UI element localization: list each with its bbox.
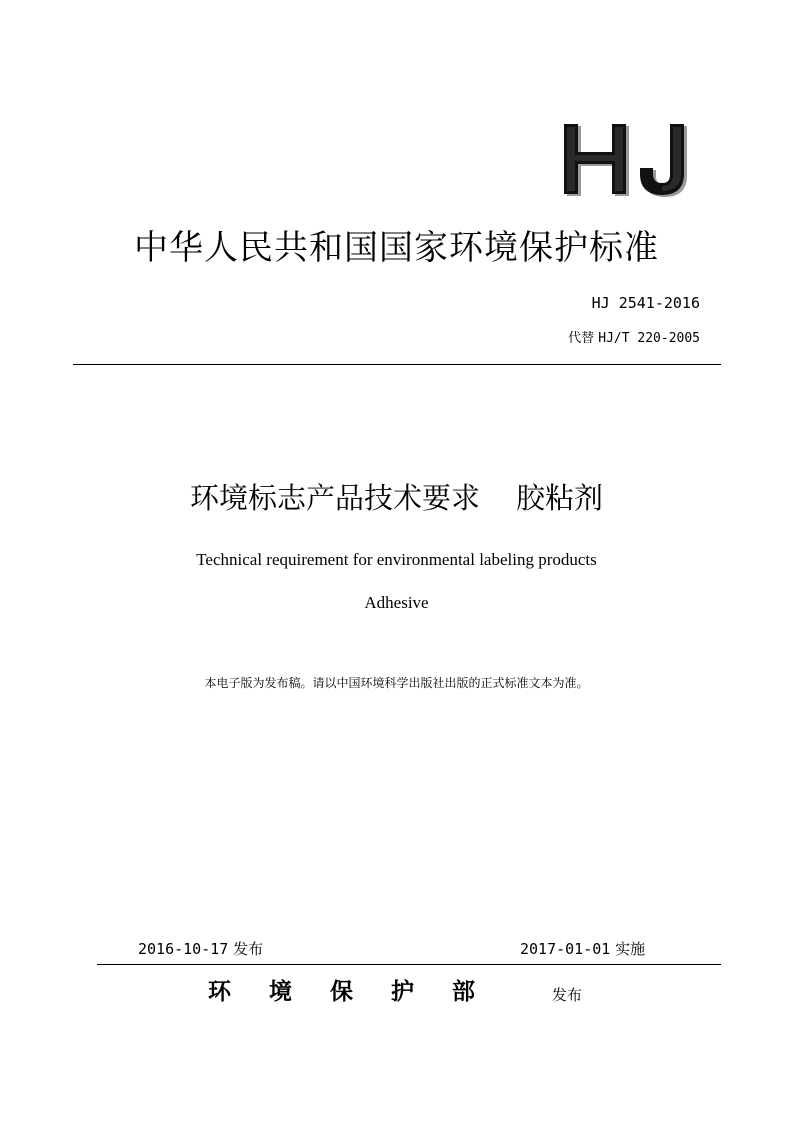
hj-logo: [556, 118, 696, 198]
electronic-version-notice: 本电子版为发布稿。请以中国环境科学出版社出版的正式标准文本为准。: [204, 676, 589, 690]
implementation-date: 2017-01-01: [520, 940, 611, 958]
chinese-title-sub: 胶粘剂: [516, 481, 604, 515]
chinese-title-main: 环境标志产品技术要求: [189, 481, 480, 515]
issue-label: 发布: [233, 940, 264, 958]
standard-number: HJ 2541-2016: [591, 294, 700, 312]
chinese-title: [0, 478, 793, 518]
implementation-date-line: [520, 938, 645, 960]
english-subtitle: Adhesive: [364, 593, 429, 612]
publisher-name: 环境保护部: [208, 979, 513, 1005]
replaces-number: HJ/T 220-2005: [598, 331, 700, 346]
issue-date-line: [138, 938, 263, 960]
replaces-line: [568, 330, 700, 348]
replaces-label: 代替: [568, 331, 595, 346]
footer-divider: [97, 964, 721, 965]
english-title: Technical requirement for environmental labeling products: [196, 550, 597, 569]
national-standard-title: 中华人民共和国国家环境保护标准: [134, 228, 659, 268]
publisher-suffix: 发布: [552, 986, 583, 1004]
implementation-label: 实施: [615, 940, 646, 958]
header-divider: [73, 364, 721, 365]
issue-date: 2016-10-17: [138, 940, 229, 958]
